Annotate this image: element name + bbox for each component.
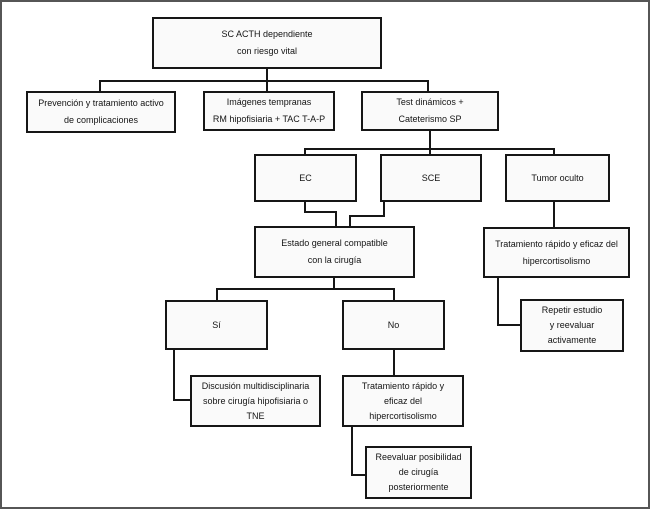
node-text-line: Tratamiento rápido y eficaz del	[495, 238, 618, 249]
node-text-line: Imágenes tempranas	[226, 97, 312, 107]
node-text-line: Repetir estudio	[541, 305, 603, 315]
edge-row2-bar	[99, 80, 429, 82]
edge-row3-bar	[304, 148, 555, 150]
edge-row5-stub-no	[393, 288, 395, 300]
edge-sce-estado-h	[349, 215, 385, 217]
edge-test-trunk	[429, 131, 431, 154]
node-text-line: RM hipofisiaria + TAC T-A-P	[212, 114, 326, 124]
edge-ec-estado-h	[304, 211, 337, 213]
edge-tratder-repetir-h	[497, 324, 520, 326]
node-no	[342, 300, 445, 350]
node-test-dinamicos	[361, 91, 499, 131]
edge-sce-estado-v2	[349, 215, 351, 226]
node-text-line: Sí	[212, 319, 221, 330]
node-text-line: activamente	[547, 335, 597, 345]
edge-row5-stub-si	[216, 288, 218, 300]
node-text-line: SC ACTH dependiente	[221, 29, 313, 39]
edge-tratno-reevaluar-h	[351, 474, 365, 476]
edge-tumor-tratder	[553, 202, 555, 227]
node-tratamiento-rapido-derecha	[483, 227, 630, 278]
edge-tratno-reevaluar-v	[351, 427, 353, 476]
node-text-line: hipercortisolismo	[522, 255, 591, 266]
node-text-line: con la cirugía	[307, 255, 362, 265]
node-prevencion-tratamiento	[26, 91, 176, 133]
node-discusion-multidisciplinaria	[190, 375, 321, 427]
node-text-line: sobre cirugía hipofisiaria o	[202, 395, 309, 406]
edge-no-tratno	[393, 350, 395, 375]
edge-row2-stub-test	[427, 80, 429, 91]
node-estado-general	[254, 226, 415, 278]
node-text-line: Test dinámicos +	[396, 97, 464, 107]
edge-tratder-repetir-v	[497, 278, 499, 326]
node-text-line: No	[387, 319, 400, 330]
node-text-line: eficaz del	[383, 395, 423, 406]
node-text-line: Tratamiento rápido y	[361, 380, 445, 391]
node-text-line: Cateterismo SP	[398, 114, 462, 124]
node-sce	[380, 154, 482, 202]
node-text-line: EC	[299, 172, 312, 183]
node-tratamiento-rapido-no	[342, 375, 464, 427]
node-text-line: Estado general compatible	[281, 238, 388, 248]
node-text-line: posteriormente	[388, 482, 449, 492]
node-reevaluar-posibilidad	[365, 446, 472, 499]
edge-si-discusion-v	[173, 350, 175, 401]
node-text-line: SCE	[421, 172, 441, 183]
node-sc-acth-dependiente	[152, 17, 382, 69]
edge-ec-estado-v2	[335, 211, 337, 226]
node-text-line: de complicaciones	[63, 115, 139, 125]
node-text-line: y reevaluar	[549, 320, 595, 330]
node-si	[165, 300, 268, 350]
node-text-line: Reevaluar posibilidad	[375, 452, 462, 462]
node-text-line: de cirugía	[398, 467, 439, 477]
node-text-line: TNE	[246, 410, 265, 421]
node-repetir-estudio	[520, 299, 624, 352]
node-text-line: con riesgo vital	[236, 46, 298, 56]
node-imagenes-tempranas	[203, 91, 335, 131]
edge-row2-stub-prevencion	[99, 80, 101, 91]
node-text-line: hipercortisolismo	[369, 410, 437, 421]
node-tumor-oculto	[505, 154, 610, 202]
node-text-line: Tumor oculto	[531, 172, 584, 183]
node-text-line: Prevención y tratamiento activo	[38, 98, 164, 108]
node-ec	[254, 154, 357, 202]
node-text-line: Discusión multidisciplinaria	[201, 380, 310, 391]
edge-row5-bar	[216, 288, 395, 290]
edge-si-discusion-h	[173, 399, 190, 401]
